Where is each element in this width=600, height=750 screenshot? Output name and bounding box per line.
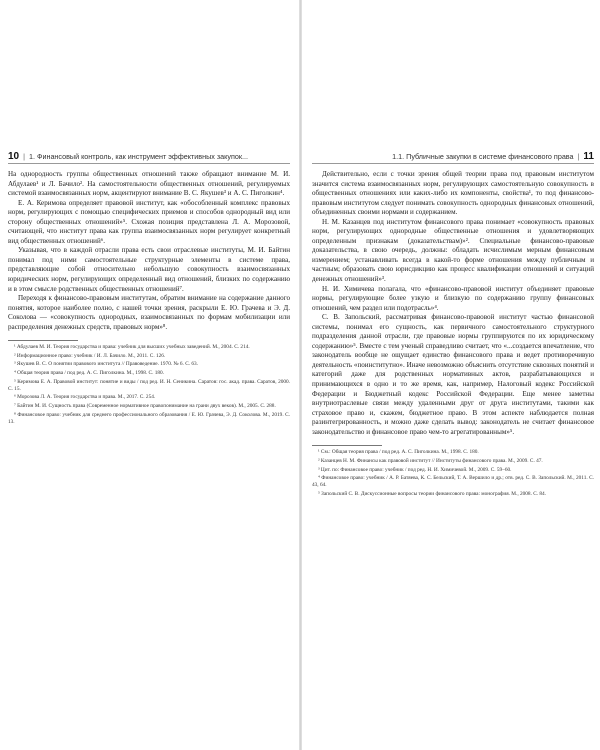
right-footnote: ⁴ Финансовое право: учебник / А. Р. Батяева, К. С. Бельский, Т. А. Вершило и др.; отв. ред. С. В. Запольский. М., 2011. С. 43, 64. [312, 475, 594, 489]
right-footnote: ⁵ Запольский С. В. Дискуссионные вопросы теории финансового права: монография. М., 2008. С. 84. [318, 490, 547, 497]
left-footnote: ¹ Абдулаев М. И. Теория государства и права: учебник для высших учебных заведений. М., 2004. С. 214. [14, 344, 250, 351]
right-body-text [312, 170, 594, 437]
left-paragraph: Указывая, что в каждой отрасли права есть свои отраслевые институты, М. И. Байтин понимал под ними самостоятельные структурные элементы в системе права, представляющие собой относительно небольшую совокупность взаимосвязанных юридических норм, регулирующих определенный вид отношений, близких по содержанию и в этом смысле родственных общественных отношений⁷. [8, 246, 290, 293]
left-footnote: ² Информационное право: учебник / И. Л. Бачило. М., 2011. С. 126. [14, 352, 166, 359]
right-head-separator: | [577, 152, 580, 161]
left-page [8, 150, 290, 427]
left-running-head [8, 150, 290, 164]
left-footnote: ⁸ Финансовое право: учебник для среднего профессионального образования / Е. Ю. Грачева, Э. Д. Соколова. М., 2019. С. 13. [8, 411, 290, 425]
book-gutter [299, 0, 302, 750]
right-footnote: ² Казанцев Н. М. Финансы как правовой институт // Институты финансового права. М., 2009. С. 47. [318, 457, 543, 464]
left-paragraph: Переходя к финансово-правовым институтам, обратим внимание на содержание данного понятия, которое наиболее полно, с нашей точки зрения, раскрыли Е. Ю. Грачева и Э. Д. Соколова — «совокупность однородных, взаимосвязанных по формам мобилизации или распределения денежных средств, правовых норм»⁸. [8, 294, 290, 331]
right-paragraph: С. В. Запольский, рассматривая финансово-правовой институт частью финансовой системы, понимал его сущность, как первичного самостоятельного структурного подразделения данной отрасли, где правовые нормы группируются по их юридическому содержанию»⁵. Вместе с тем ученый справедливо считает, что «...создается впечатление, что законодатель вообще не ощущает единство финансового права и ведет противоречивую деятельность «поинститутно». Иначе невозможно объяснить отсутствие сквозных понятий и категорий даже для родственных нормативных актов, разрабатывающихся и принимающихся в одно и то же время, как, например, Налоговый кодекс Российской Федерации и Бюджетный кодекс Российской Федерации. Еще менее заметны внутриотраслевые связи между удаленными друг от друга институтами, такими как страховое право и, скажем, бюджетное право. В этом аспекте наблюдается полная разинтегрированность, и можно даже сделать вывод: законодатель не считает финансовое законодательство и финансовое право чем-то агрегатированным»⁵. [312, 313, 594, 436]
left-footnote: ⁶ Морозова Л. А. Теория государства и права. М., 2017. С. 254. [14, 394, 156, 401]
left-head-separator: | [23, 152, 25, 161]
left-footnote: ³ Якушев В. С. О понятии правового института // Правоведение. 1970. № 6. С. 63. [14, 361, 199, 368]
right-paragraph: Действительно, если с точки зрения общей теории права под правовым институтом значится система взаимосвязанных норм, регулирующих самостоятельную совокупность в общественных отношениях или каких-либо их компоненты, свойства¹, то под финансово-правовым институтом следует понимать совокупность однородных финансовых отношений, объединенных своими нормами и содержанием. [312, 170, 594, 217]
left-page-number: 10 [8, 151, 20, 162]
right-running-head-title: 1.1. Публичные закупки в системе финансового права [392, 152, 574, 161]
left-paragraph: Е. А. Керимова определяет правовой институт, как «обособленный комплекс правовых норм, регулирующих с помощью специфических приемов и способов однородный вид или сторону общественных отношений»⁵. Схожая позиция представлена Л. А. Морозовой, считающей, что институт права как группа взаимосвязанных норм регулирует конкретный вид общественных отношений⁶. [8, 198, 290, 245]
right-footnote: ³ Цит. по: Финансовое право: учебник / под ред. Н. И. Химичевой. М., 2009. С. 59–60. [318, 466, 512, 473]
left-running-head-title: 1. Финансовый контроль, как инструмент эффективных закупок... [29, 152, 248, 161]
right-footnote-rule [312, 445, 382, 446]
right-page [312, 150, 594, 499]
left-footnote: ⁴ Общая теория права / под ред. А. С. Пиголкина. М., 1998. С. 180. [14, 370, 164, 377]
right-running-head [312, 150, 594, 164]
right-footnotes [312, 449, 594, 498]
right-paragraph: Н. М. Казанцев под институтом финансового права понимает «совокупность правовых норм, регулирующих однородные общественные отношения и удовлетворяющих определенным признакам (доказательствам)»². Специальные финансово-правовые доказательства, в свою очередь, должны: обладать исчислимым мерным финансовым измерением; устанавливать всегда в какой-то форме отношения между публичным и частным; образовать свою юрисдикцию как процесс квалификации отношений и ситуаций денежных отношений»³. [312, 217, 594, 284]
left-footnote: ⁷ Байтин М. И. Сущность права (Современное нормативное правопонимание на грани двух веков). М., 2005. С. 288. [14, 402, 276, 409]
right-paragraph: Н. И. Химичева полагала, что «финансово-правовой институт объединяет правовые нормы, регулирующие более узкую и близкую по содержанию группу финансовых отношений, чем раздел или подотрасль»⁴. [312, 284, 594, 312]
left-paragraph: На однородность группы общественных отношений также обращают внимание М. И. Абдулаев¹ и Л. Бачило². На самостоятельности общественных отношений, регулируемых системой взаимосвязанных норм, акцентируют внимание В. С. Якушев³ и А. С. Пиголкин⁴. [8, 170, 290, 198]
left-footnote: ⁵ Керимова Е. А. Правовой институт: понятие и виды / под ред. И. Н. Сеникина. Саратов: гос. акад. права. Саратов, 2000. С. 15. [8, 378, 290, 392]
right-page-number: 11 [583, 151, 594, 162]
left-footnotes [8, 344, 290, 425]
left-body-text [8, 170, 290, 332]
left-footnote-rule [8, 340, 78, 341]
right-footnote: ¹ См.: Общая теория права / под ред. А. С. Пиголкина. М., 1998. С. 180. [318, 449, 479, 456]
